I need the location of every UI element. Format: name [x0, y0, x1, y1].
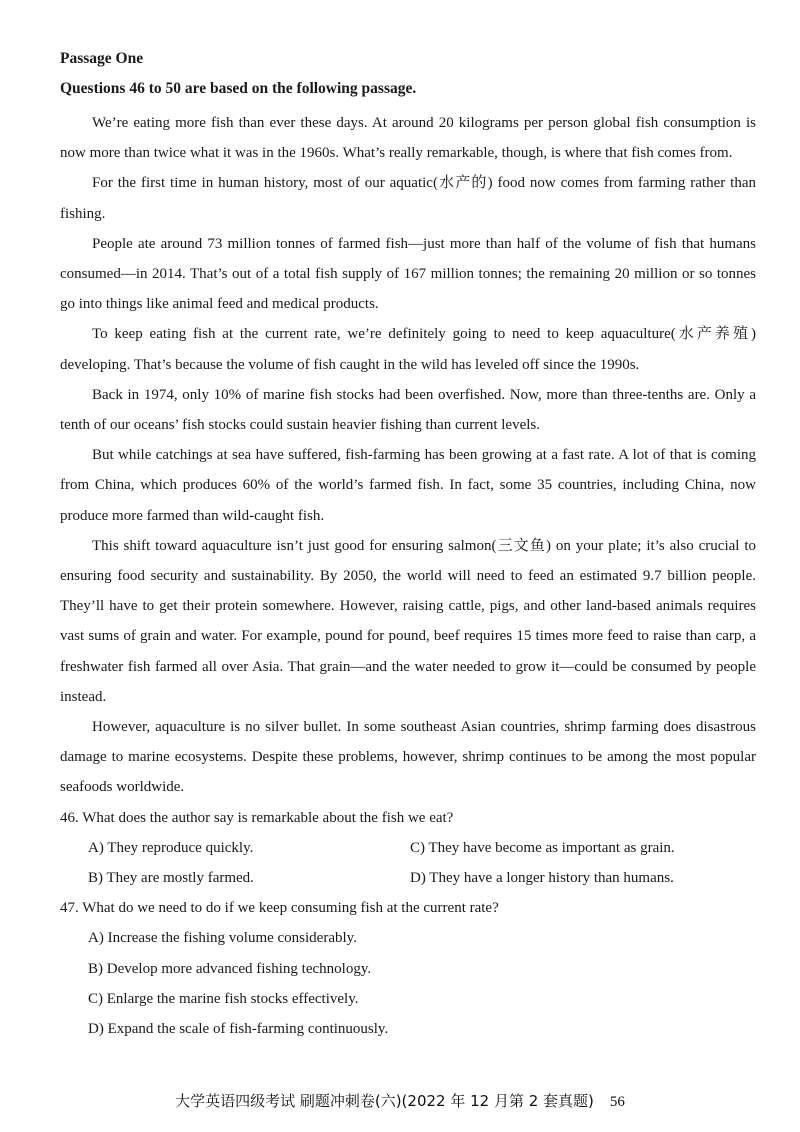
option-a: A) They reproduce quickly. [88, 839, 254, 856]
question-stem: 47. What do we need to do if we keep consuming fish at the current rate? [60, 900, 499, 917]
answer-options [60, 833, 756, 893]
page-footer [0, 1090, 800, 1111]
passage-paragraph: Back in 1974, only 10% of marine fish stocks had been overfished. Now, more than three-tenths are. Only a tenth of our oceans’ fish stocks could sustain heavier fishing than current levels. [60, 386, 756, 434]
option-b: B) Develop more advanced fishing technology. [88, 960, 372, 977]
option-a: A) Increase the fishing volume considerably. [88, 930, 357, 947]
passage-paragraph: But while catchings at sea have suffered, fish-farming has been growing at a fast rate. A lot of that is coming from China, which produces 60% of the world’s farmed fish. In fact, some 35 countries, including China, now produce more farmed than wild-caught fish. [60, 447, 756, 524]
passage-paragraph: To keep eating fish at the current rate, we’re definitely going to need to keep aquaculture(水产养殖) developing. That’s because the volume of fish caught in the wild has leveled off since the 1990s. [60, 326, 756, 373]
option-b: B) They are mostly farmed. [88, 870, 254, 887]
passage-title: Passage One [60, 50, 144, 67]
answer-options [60, 923, 756, 1044]
passage-paragraph: This shift toward aquaculture isn’t just good for ensuring salmon(三文鱼) on your plate; it’s also crucial to ensuring food security and sustainability. By 2050, the world will need to feed an estimated 9.7 billion people. They’ll have to get their protein somewhere. However, raising cattle, pigs, and other land-based animals requires vast sums of grain and water. For example, pound for pound, beef requires 15 times more feed to raise than carp, a freshwater fish farmed all over Asia. That grain—and the water needed to grow it—could be consumed by people instead. [60, 537, 756, 705]
passage-instruction: Questions 46 to 50 are based on the following passage. [60, 80, 417, 97]
passage-paragraph: However, aquaculture is no silver bullet. In some southeast Asian countries, shrimp farming does disastrous damage to marine ecosystems. Despite these problems, however, shrimp continues to be among the most popular seafoods worldwide. [60, 719, 756, 796]
option-c: C) They have become as important as grain. [410, 839, 675, 856]
question-stem: 46. What does the author say is remarkable about the fish we eat? [60, 809, 454, 826]
page-content [60, 48, 756, 1044]
passage-paragraph: People ate around 73 million tonnes of farmed fish—just more than half of the volume of fish that humans consumed—in 2014. That’s out of a total fish supply of 167 million tonnes; the remaining 20 million or so tonnes go into things like animal feed and medical products. [60, 235, 756, 313]
question-46 [60, 803, 756, 894]
passage-paragraph: For the first time in human history, most of our aquatic(水产的) food now comes from farming rather than fishing. [60, 175, 756, 222]
option-d: D) They have a longer history than humans. [410, 870, 674, 887]
footer-title: 大学英语四级考试 刷题冲刺卷(六)(2022 年 12 月第 2 套真题) [175, 1092, 594, 1110]
passage-paragraph: We’re eating more fish than ever these days. At around 20 kilograms per person global fish consumption is now more than twice what it was in the 1960s. What’s really remarkable, though, is where that fish comes from. [60, 115, 756, 162]
page-number: 56 [609, 1094, 625, 1110]
option-c: C) Enlarge the marine fish stocks effectively. [88, 990, 359, 1007]
question-47 [60, 893, 756, 1044]
option-d: D) Expand the scale of fish-farming continuously. [88, 1021, 389, 1038]
passage-body [60, 108, 756, 803]
